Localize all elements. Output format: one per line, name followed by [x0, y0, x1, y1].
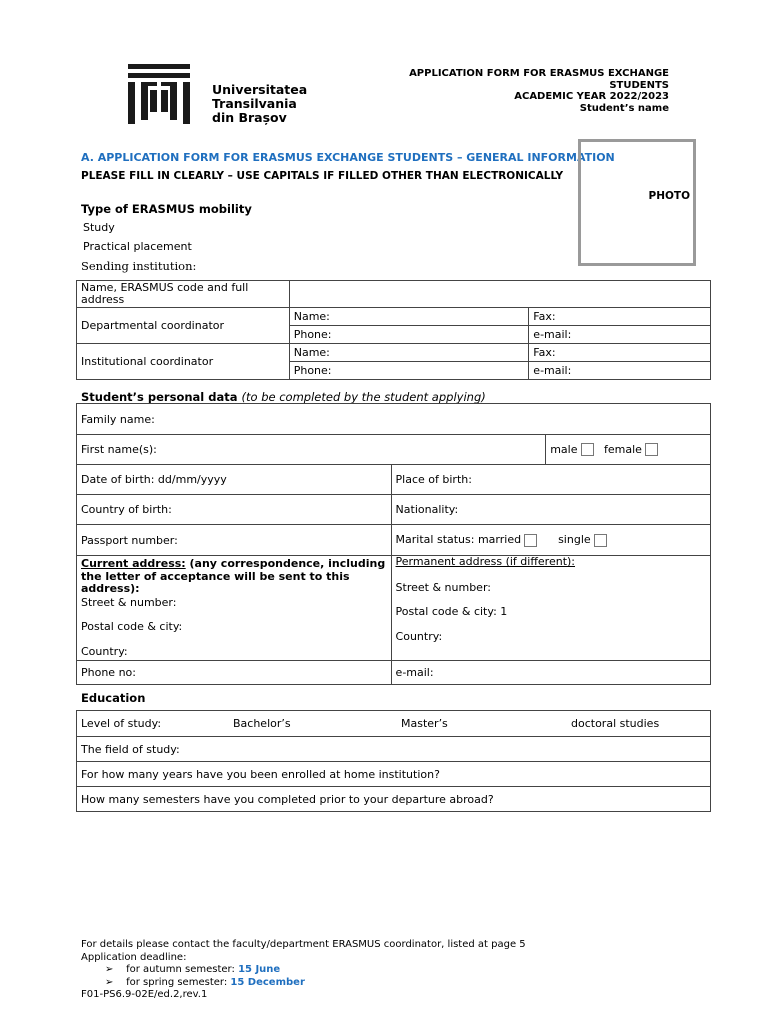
- photo-box[interactable]: [578, 139, 696, 266]
- dept-email-field[interactable]: e-mail:: [529, 326, 711, 344]
- dob-field[interactable]: Date of birth: dd/mm/yyyy: [77, 465, 392, 495]
- sending-institution-table: [76, 280, 711, 380]
- education-heading: Education: [81, 691, 146, 705]
- fill-instruction: PLEASE FILL IN CLEARLY – USE CAPITALS IF FILLED OTHER THAN ELECTRONICALLY: [81, 170, 564, 182]
- footer: [81, 939, 526, 1002]
- inst-phone-field[interactable]: Phone:: [289, 362, 529, 380]
- current-country: Country:: [81, 644, 128, 658]
- level-bachelor-option[interactable]: Bachelor’s: [233, 717, 291, 730]
- dept-coordinator-label: Departmental coordinator: [77, 308, 290, 344]
- permanent-country: Country:: [395, 629, 443, 643]
- permanent-address-label: Permanent address (if different):: [395, 555, 576, 568]
- place-of-birth-field[interactable]: Place of birth:: [391, 465, 710, 495]
- autumn-deadline: 15 June: [238, 964, 281, 975]
- passport-field[interactable]: Passport number:: [77, 525, 392, 556]
- footer-autumn: ➢ for autumn semester: 15 June: [105, 964, 281, 975]
- footer-deadline-label: Application deadline:: [81, 951, 187, 963]
- institution-name-field[interactable]: [289, 281, 710, 308]
- phone-field[interactable]: Phone no:: [77, 661, 392, 685]
- level-of-study-row: Level of study: Bachelor’s Master’s doctoral studies: [77, 711, 711, 737]
- level-master-option[interactable]: Master’s: [401, 717, 448, 730]
- inst-email-field[interactable]: e-mail:: [529, 362, 711, 380]
- bullet-arrow-icon: ➢: [105, 964, 114, 975]
- family-name-field[interactable]: Family name:: [77, 404, 711, 435]
- email-field[interactable]: e-mail:: [391, 661, 710, 685]
- semesters-completed-field[interactable]: How many semesters have you completed prior to your departure abroad?: [77, 787, 711, 812]
- current-street: Street & number:: [81, 595, 177, 609]
- dept-name-field[interactable]: Name:: [289, 308, 529, 326]
- form-code: F01-PS6.9-02E/ed.2,rev.1: [81, 989, 208, 1000]
- form-header-title: APPLICATION FORM FOR ERASMUS EXCHANGE STUDENTS ACADEMIC YEAR 2022/2023 Student’s name: [409, 68, 669, 114]
- female-checkbox[interactable]: [645, 443, 658, 456]
- level-doctoral-option[interactable]: doctoral studies: [571, 717, 660, 730]
- institution-name-label: Name, ERASMUS code and full address: [77, 281, 290, 308]
- mobility-option-placement[interactable]: Practical placement: [83, 240, 192, 253]
- current-address-cell[interactable]: [77, 556, 392, 661]
- personal-data-note: (to be completed by the student applying): [241, 390, 486, 404]
- field-of-study-field[interactable]: The field of study:: [77, 737, 711, 762]
- current-postal: Postal code & city:: [81, 620, 183, 633]
- spring-deadline: 15 December: [230, 976, 305, 988]
- footer-contact: For details please contact the faculty/department ERASMUS coordinator, listed at page 5: [81, 939, 526, 950]
- footer-spring: ➢ for spring semester: 15 December: [105, 976, 305, 988]
- personal-data-table: [76, 403, 711, 685]
- years-enrolled-field[interactable]: For how many years have you been enrolled at home institution?: [77, 762, 711, 787]
- personal-data-heading: Student’s personal data (to be completed by the student applying): [81, 390, 486, 404]
- permanent-street: Street & number:: [395, 580, 491, 594]
- university-logo-icon: [128, 64, 190, 124]
- dept-fax-field[interactable]: Fax:: [529, 308, 711, 326]
- inst-coordinator-label: Institutional coordinator: [77, 344, 290, 380]
- university-name: Universitatea Transilvania din Brașov: [212, 82, 308, 125]
- country-of-birth-field[interactable]: Country of birth:: [77, 495, 392, 525]
- inst-name-field[interactable]: Name:: [289, 344, 529, 362]
- permanent-address-cell[interactable]: [391, 556, 710, 661]
- dept-phone-field[interactable]: Phone:: [289, 326, 529, 344]
- married-checkbox[interactable]: [524, 534, 537, 547]
- mobility-heading: Type of ERASMUS mobility: [81, 202, 252, 216]
- current-address-label: Current address:: [81, 557, 186, 570]
- sending-institution-label: Sending institution:: [81, 259, 197, 273]
- marital-status-cell: Marital status: married single: [391, 525, 710, 556]
- section-a-title: A. APPLICATION FORM FOR ERASMUS EXCHANGE STUDENTS – GENERAL INFORMATION: [81, 151, 615, 164]
- bullet-arrow-icon: ➢: [105, 976, 114, 988]
- education-table: [76, 710, 711, 812]
- male-checkbox[interactable]: [581, 443, 594, 456]
- inst-fax-field[interactable]: Fax:: [529, 344, 711, 362]
- single-checkbox[interactable]: [594, 534, 607, 547]
- gender-cell: male female: [546, 435, 711, 465]
- nationality-field[interactable]: Nationality:: [391, 495, 710, 525]
- mobility-option-study[interactable]: Study: [83, 221, 115, 234]
- current-address-note: (any correspondence, including the letter of acceptance will be sent to this address):: [81, 557, 386, 595]
- permanent-postal: Postal code & city: 1: [395, 605, 508, 618]
- photo-label: PHOTO: [648, 190, 690, 202]
- first-names-field[interactable]: First name(s):: [77, 435, 546, 465]
